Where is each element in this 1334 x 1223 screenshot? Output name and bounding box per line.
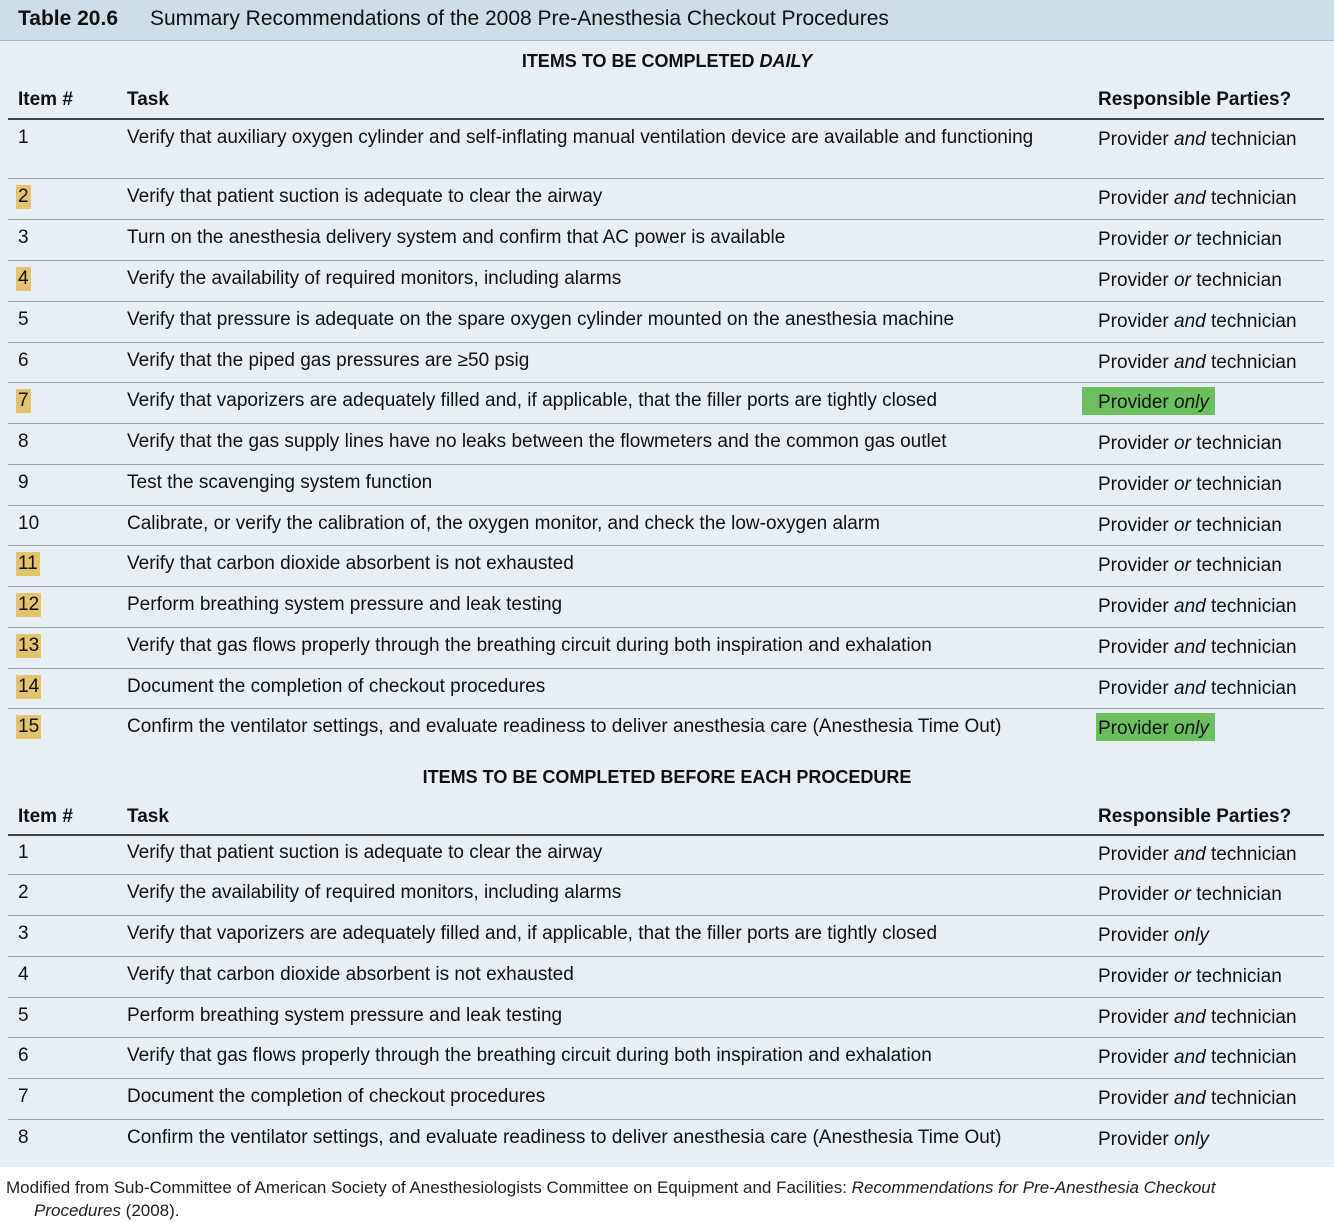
table-title-bar	[0, 0, 1334, 41]
responsible-pre: Provider	[1098, 718, 1175, 739]
responsible-parties	[1098, 554, 1282, 578]
responsible-emph: only	[1174, 392, 1209, 413]
item-number: 13	[18, 635, 40, 656]
table-row	[0, 628, 1334, 669]
table-row	[0, 343, 1334, 383]
table-row	[0, 302, 1334, 343]
responsible-pre: Provider	[1098, 966, 1175, 987]
table-row	[0, 669, 1334, 709]
responsible-parties	[1098, 1046, 1297, 1070]
table-row	[0, 424, 1334, 465]
responsible-post: technician	[1205, 352, 1297, 373]
item-number: 6	[18, 350, 29, 371]
table-row	[0, 506, 1334, 546]
task-text: Test the scavenging system function	[127, 472, 433, 493]
responsible-parties	[1098, 432, 1282, 456]
responsible-emph: and	[1174, 637, 1206, 658]
responsible-pre: Provider	[1098, 884, 1175, 905]
responsible-parties	[1098, 636, 1297, 660]
responsible-post: technician	[1190, 474, 1282, 495]
task-text: Verify that carbon dioxide absorbent is not exhausted	[127, 964, 574, 985]
table-row	[0, 546, 1334, 587]
table-row	[0, 587, 1334, 628]
responsible-parties	[1098, 1128, 1209, 1152]
responsible-emph: only	[1174, 718, 1209, 739]
table-title: Summary Recommendations of the 2008 Pre-Anesthesia Checkout Procedures	[150, 7, 889, 30]
responsible-pre: Provider	[1098, 515, 1175, 536]
table-row	[0, 916, 1334, 957]
responsible-pre: Provider	[1098, 1047, 1175, 1068]
responsible-emph: and	[1174, 188, 1206, 209]
item-number: 6	[18, 1045, 29, 1066]
responsible-emph: or	[1174, 966, 1191, 987]
responsible-pre: Provider	[1098, 392, 1175, 413]
table-row	[0, 709, 1334, 754]
responsible-post: technician	[1205, 596, 1297, 617]
item-number: 2	[18, 186, 29, 207]
responsible-pre: Provider	[1098, 596, 1175, 617]
footnote-line2	[6, 1199, 1328, 1222]
task-text: Verify that vaporizers are adequately filled and, if applicable, that the filler ports are tightly closed	[127, 390, 938, 411]
responsible-parties	[1098, 473, 1282, 497]
column-header-row-procedure	[0, 799, 1334, 835]
responsible-post: technician	[1205, 129, 1297, 150]
item-number: 10	[18, 513, 40, 534]
responsible-parties	[1098, 1006, 1297, 1030]
table-row	[0, 998, 1334, 1038]
responsible-pre: Provider	[1098, 844, 1175, 865]
section-heading-daily-emph: DAILY	[759, 51, 813, 71]
responsible-post: technician	[1205, 678, 1297, 699]
responsible-post: technician	[1190, 270, 1282, 291]
responsible-pre: Provider	[1098, 188, 1175, 209]
responsible-pre: Provider	[1098, 311, 1175, 332]
responsible-emph: or	[1174, 515, 1191, 536]
responsible-post: technician	[1190, 515, 1282, 536]
responsible-post: technician	[1190, 555, 1282, 576]
table-row	[0, 1120, 1334, 1165]
responsible-post: technician	[1205, 844, 1297, 865]
responsible-post: technician	[1205, 1007, 1297, 1028]
responsible-parties	[1098, 717, 1209, 741]
footnote-title-part2: Procedures	[34, 1201, 121, 1220]
responsible-parties	[1098, 228, 1282, 252]
task-text: Verify that patient suction is adequate to clear the airway	[127, 842, 603, 863]
responsible-emph: and	[1174, 311, 1206, 332]
item-number: 7	[18, 390, 29, 411]
task-text: Confirm the ventilator settings, and evaluate readiness to deliver anesthesia care (Anesthesia Time Out)	[127, 1127, 1002, 1148]
responsible-pre: Provider	[1098, 433, 1175, 454]
responsible-parties	[1098, 128, 1297, 152]
responsible-post: technician	[1190, 229, 1282, 250]
item-number: 5	[18, 309, 29, 330]
responsible-emph: or	[1174, 884, 1191, 905]
table-row	[0, 957, 1334, 998]
item-number: 8	[18, 1127, 29, 1148]
footnote-suffix: (2008).	[120, 1201, 180, 1220]
responsible-parties	[1098, 924, 1209, 948]
responsible-post: technician	[1205, 1047, 1297, 1068]
responsible-emph: or	[1174, 229, 1191, 250]
task-text: Document the completion of checkout procedures	[127, 1086, 546, 1107]
item-number: 4	[18, 964, 29, 985]
responsible-emph: or	[1174, 555, 1191, 576]
item-number: 1	[18, 127, 29, 148]
responsible-emph: and	[1174, 352, 1206, 373]
item-number: 2	[18, 882, 29, 903]
responsible-emph: only	[1174, 1129, 1209, 1150]
responsible-pre: Provider	[1098, 1129, 1175, 1150]
responsible-pre: Provider	[1098, 474, 1175, 495]
responsible-parties	[1098, 1087, 1297, 1111]
task-text: Verify that auxiliary oxygen cylinder and self-inflating manual ventilation device are available and functioning	[127, 127, 1034, 148]
responsible-pre: Provider	[1098, 270, 1175, 291]
item-number: 3	[18, 227, 29, 248]
responsible-parties	[1098, 677, 1297, 701]
item-number: 14	[18, 676, 40, 697]
responsible-post: technician	[1205, 1088, 1297, 1109]
column-header-item: Item #	[18, 89, 73, 110]
responsible-parties	[1098, 595, 1297, 619]
responsible-emph: or	[1174, 474, 1191, 495]
column-header-task: Task	[127, 89, 169, 110]
column-header-item: Item #	[18, 806, 73, 827]
table-row	[0, 875, 1334, 916]
task-text: Verify that vaporizers are adequately filled and, if applicable, that the filler ports are tightly closed	[127, 923, 938, 944]
responsible-parties	[1098, 269, 1282, 293]
task-text: Verify that the gas supply lines have no leaks between the flowmeters and the common gas outlet	[127, 431, 947, 452]
responsible-emph: and	[1174, 129, 1206, 150]
responsible-post: technician	[1190, 433, 1282, 454]
task-text: Verify that the piped gas pressures are ≥50 psig	[127, 350, 530, 371]
responsible-pre: Provider	[1098, 129, 1175, 150]
task-text: Turn on the anesthesia delivery system and confirm that AC power is available	[127, 227, 786, 248]
item-number: 7	[18, 1086, 29, 1107]
responsible-parties	[1098, 391, 1209, 415]
table-row	[0, 1079, 1334, 1120]
item-number: 3	[18, 923, 29, 944]
section-heading-daily	[0, 51, 1334, 72]
responsible-pre: Provider	[1098, 555, 1175, 576]
responsible-emph: and	[1174, 596, 1206, 617]
column-header-row-daily	[0, 82, 1334, 118]
task-text: Verify that gas flows properly through the breathing circuit during both inspiration and exhalation	[127, 1045, 932, 1066]
item-number: 1	[18, 842, 29, 863]
item-number: 9	[18, 472, 29, 493]
footnote-title-part1: Recommendations for Pre-Anesthesia Checkout	[851, 1178, 1216, 1197]
item-number: 15	[18, 716, 40, 737]
item-number: 5	[18, 1005, 29, 1026]
responsible-post: technician	[1205, 188, 1297, 209]
table-row	[0, 465, 1334, 506]
responsible-emph: and	[1174, 678, 1206, 699]
responsible-pre: Provider	[1098, 925, 1175, 946]
responsible-emph: and	[1174, 1088, 1206, 1109]
responsible-emph: or	[1174, 433, 1191, 454]
task-text: Verify that gas flows properly through the breathing circuit during both inspiration and exhalation	[127, 635, 932, 656]
task-text: Verify that patient suction is adequate to clear the airway	[127, 186, 603, 207]
responsible-emph: only	[1174, 925, 1209, 946]
task-text: Document the completion of checkout procedures	[127, 676, 546, 697]
task-text: Verify that carbon dioxide absorbent is not exhausted	[127, 553, 574, 574]
table-row	[0, 261, 1334, 302]
responsible-pre: Provider	[1098, 1007, 1175, 1028]
responsible-post: technician	[1190, 884, 1282, 905]
responsible-parties	[1098, 187, 1297, 211]
responsible-pre: Provider	[1098, 229, 1175, 250]
responsible-parties	[1098, 883, 1282, 907]
responsible-pre: Provider	[1098, 637, 1175, 658]
table-row	[0, 120, 1334, 179]
responsible-parties	[1098, 843, 1297, 867]
responsible-emph: and	[1174, 1007, 1206, 1028]
responsible-emph: and	[1174, 844, 1206, 865]
table-row	[0, 1038, 1334, 1079]
responsible-emph: and	[1174, 1047, 1206, 1068]
table-number: Table 20.6	[18, 7, 118, 30]
table-row	[0, 383, 1334, 424]
column-header-responsible: Responsible Parties?	[1098, 89, 1292, 110]
item-number: 8	[18, 431, 29, 452]
task-text: Verify the availability of required monitors, including alarms	[127, 882, 622, 903]
responsible-post: technician	[1190, 966, 1282, 987]
column-header-responsible: Responsible Parties?	[1098, 806, 1292, 827]
section-heading-daily-prefix: ITEMS TO BE COMPLETED	[521, 51, 760, 71]
responsible-pre: Provider	[1098, 678, 1175, 699]
section-heading-procedure: ITEMS TO BE COMPLETED BEFORE EACH PROCEDURE	[422, 767, 912, 787]
column-header-task: Task	[127, 806, 169, 827]
task-text: Verify that pressure is adequate on the spare oxygen cylinder mounted on the anesthesia machine	[127, 309, 955, 330]
responsible-pre: Provider	[1098, 352, 1175, 373]
task-text: Confirm the ventilator settings, and evaluate readiness to deliver anesthesia care (Anesthesia Time Out)	[127, 716, 1002, 737]
responsible-parties	[1098, 310, 1297, 334]
task-text: Calibrate, or verify the calibration of, the oxygen monitor, and check the low-oxygen alarm	[127, 513, 880, 534]
footnote-prefix: Modified from Sub-Committee of American Society of Anesthesiologists Committee on Equipment and Facilities:	[6, 1178, 852, 1197]
table-row	[0, 220, 1334, 261]
responsible-post: technician	[1205, 311, 1297, 332]
responsible-parties	[1098, 514, 1282, 538]
responsible-parties	[1098, 351, 1297, 375]
item-number: 12	[18, 594, 40, 615]
task-text: Perform breathing system pressure and leak testing	[127, 1005, 563, 1026]
table-row	[0, 179, 1334, 220]
responsible-pre: Provider	[1098, 1088, 1175, 1109]
task-text: Verify the availability of required monitors, including alarms	[127, 268, 622, 289]
item-number: 11	[18, 553, 38, 574]
source-footnote	[6, 1176, 1328, 1222]
responsible-post: technician	[1205, 637, 1297, 658]
responsible-parties	[1098, 965, 1282, 989]
responsible-emph: or	[1174, 270, 1191, 291]
item-number: 4	[18, 268, 29, 289]
table-row	[0, 835, 1334, 875]
task-text: Perform breathing system pressure and leak testing	[127, 594, 563, 615]
